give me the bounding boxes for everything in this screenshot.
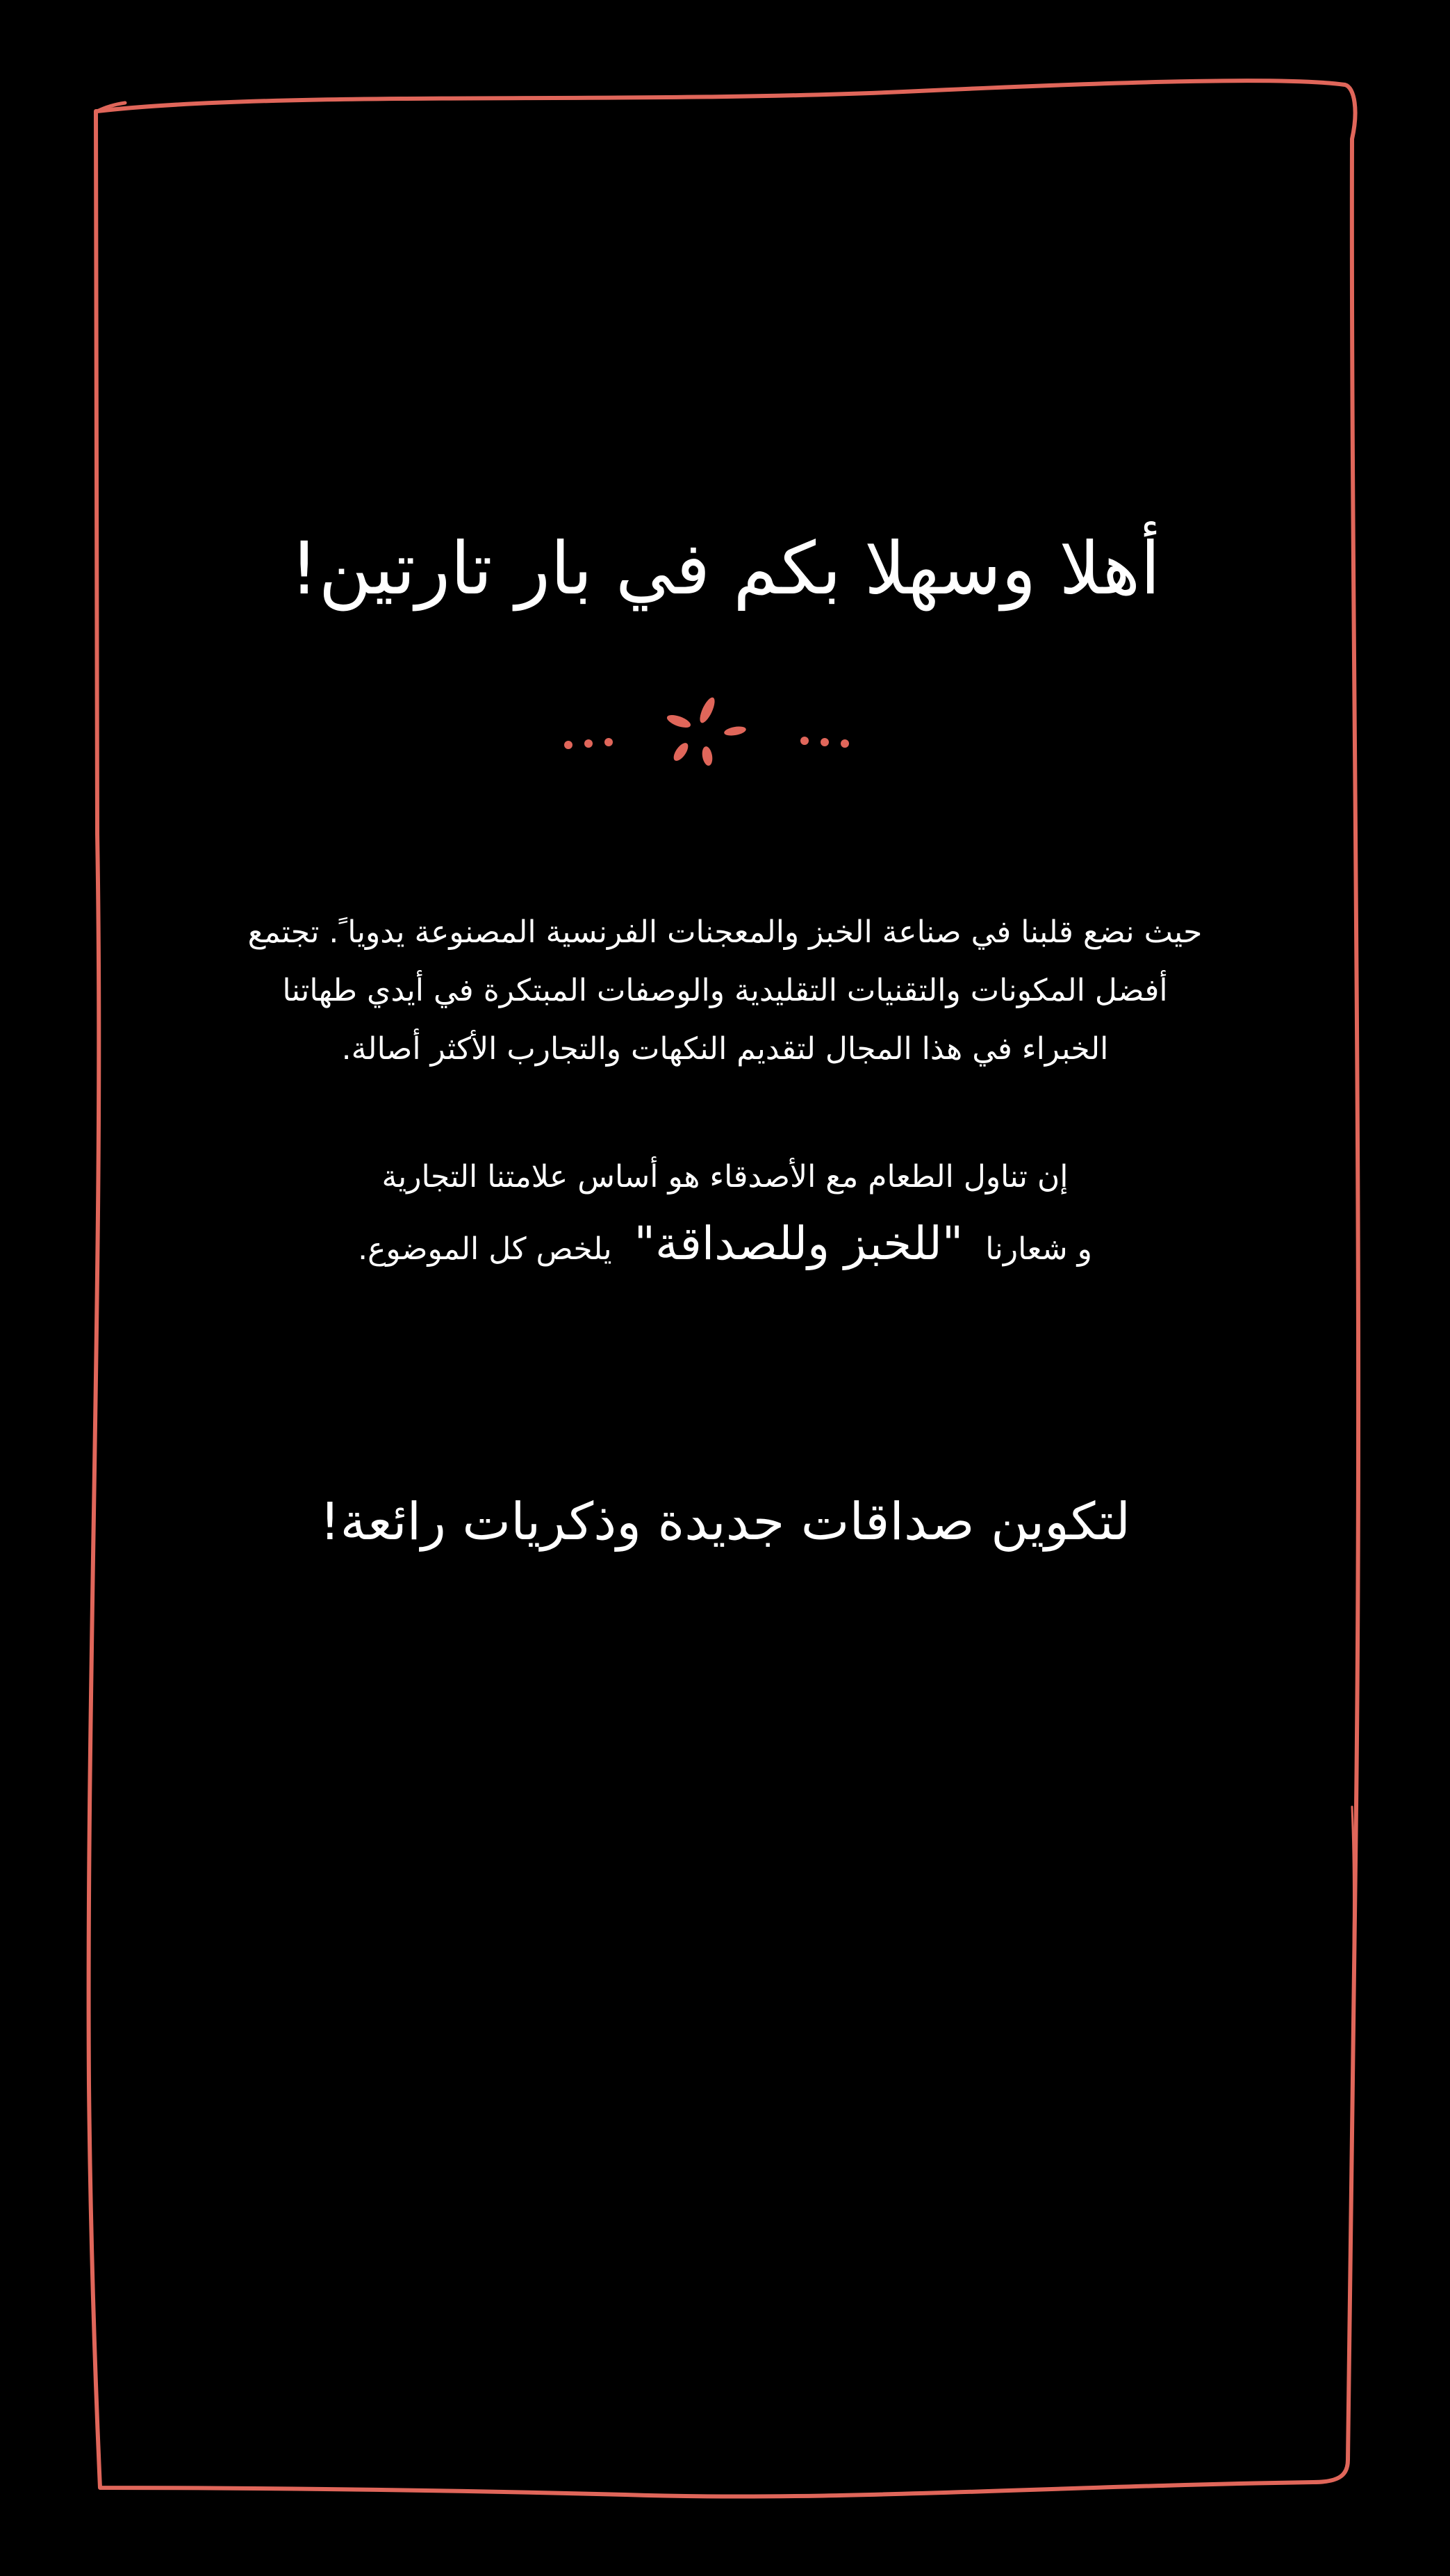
intro-paragraph bbox=[181, 903, 1269, 1078]
closing-heading: لتكوين صداقات جديدة وذكريات رائعة! bbox=[319, 1492, 1131, 1552]
intro-line: الخبراء في هذا المجال لتقديم النكهات والتجارب الأكثر أصالة. bbox=[341, 1031, 1109, 1067]
intro-line: حيث نضع قلبنا في صناعة الخبز والمعجنات الفرنسية المصنوعة يدويا ً. تجتمع bbox=[247, 914, 1203, 950]
intro-line: أفضل المكونات والتقنيات التقليدية والوصفات المبتكرة في أيدي طهاتنا bbox=[282, 973, 1168, 1008]
slogan-prefix: و شعارنا bbox=[985, 1231, 1092, 1267]
decorative-divider-icon bbox=[181, 695, 1269, 778]
slogan-line bbox=[181, 1209, 1269, 1284]
friends-line: إن تناول الطعام مع الأصدقاء هو أساس علامتنا التجارية bbox=[381, 1159, 1069, 1195]
slogan-suffix: يلخص كل الموضوع. bbox=[358, 1231, 612, 1267]
slogan-text: "للخبز وللصداقة" bbox=[634, 1217, 964, 1270]
page-title: أهلا وسهلا بكم في بار تارتين! bbox=[289, 526, 1161, 611]
